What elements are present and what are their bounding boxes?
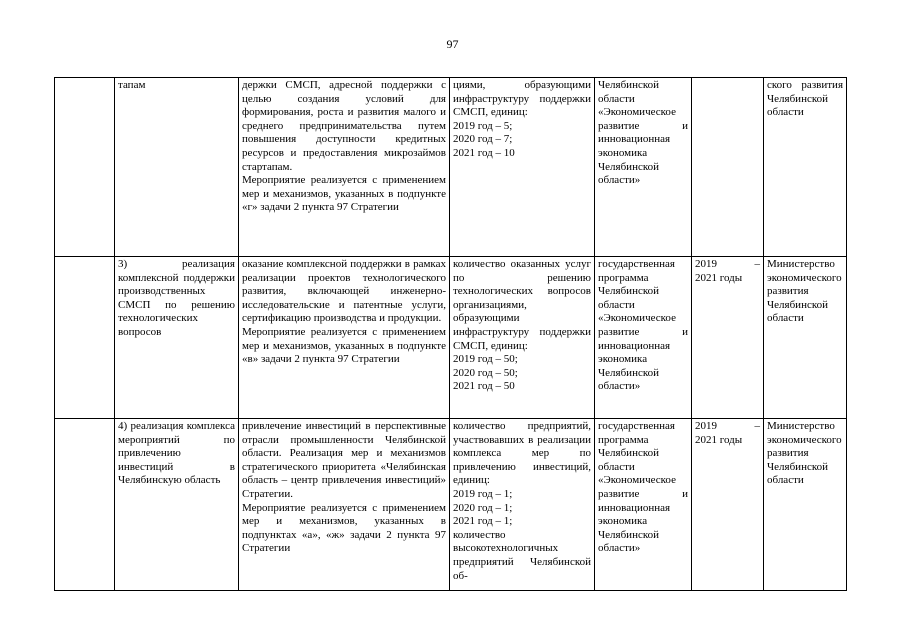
period-dash: – (754, 258, 760, 270)
program-text: Челябинской области «Экономическое развитие и инновационная экономика Челябинской области» (598, 79, 688, 187)
indicator-line: 2019 год – 50; (453, 353, 518, 366)
document-table (54, 77, 847, 591)
period-cell (692, 257, 764, 419)
event-text: 4) реализация комплекса мероприятий по привлечению инвестиций в Челябинскую область (118, 420, 235, 487)
executor-cell (764, 419, 847, 591)
description-paragraph: Мероприятие реализуется с применением мер и механизмов, указанных в подпунктах «а», «ж» задачи 2 пункта 97 Стратегии (242, 501, 446, 555)
description-paragraph: привлечение инвестиций в перспективные отрасли промышленности Челябинской области. Реализация мер и механизмов стратегического приоритета «Челябинская область – центр привлечения инвестиций» Стратегии. (242, 420, 446, 500)
table-row (55, 419, 847, 591)
period-start: 2019 (695, 258, 717, 270)
indicator-line: 2021 год – 1; (453, 515, 513, 528)
program-text: государственная программа Челябинской области «Экономическое развитие и инновационная экономика Челябинской области» (598, 258, 688, 393)
indicator-line: количество предприятий, участвовавших в реализации комплекса мер по привлечению инвестиций, единиц: (453, 420, 591, 487)
period-end: 2021 годы (695, 433, 743, 446)
executor-text: ского развития Челябинской области (767, 79, 843, 119)
page-number: 97 (446, 37, 459, 51)
indicator-line: циями, образующими инфраструктуру поддержки СМСП, единиц: (453, 79, 591, 119)
period-start: 2019 (695, 420, 717, 432)
indicator-cell (450, 419, 595, 591)
event-cell (115, 419, 239, 591)
description-cell (239, 78, 450, 257)
period-cell (692, 419, 764, 591)
description-paragraph: держки СМСП, адресной поддержки с целью создания условий для формирования, роста и развития малого и среднего предпринимательства путем повышения доступности кредитных ресурсов и предоставления микрозаймов стартапам. (242, 79, 446, 173)
executor-cell (764, 257, 847, 419)
executor-text: Министерство экономического развития Челябинской области (767, 420, 842, 487)
indicator-cell (450, 257, 595, 419)
period-dash: – (754, 420, 760, 432)
event-cell (115, 78, 239, 257)
indicator-cell (450, 78, 595, 257)
event-text: тапам (118, 79, 146, 91)
indicator-line: количество высокотехнологичных предприятий Челябинской об- (453, 528, 591, 582)
program-cell (595, 78, 692, 257)
executor-cell (764, 78, 847, 257)
indicator-line: 2019 год – 1; (453, 487, 513, 500)
number-cell (55, 78, 115, 257)
indicator-line: 2020 год – 50; (453, 366, 518, 379)
number-cell (55, 257, 115, 419)
description-cell (239, 257, 450, 419)
indicator-line: 2020 год – 1; (453, 501, 513, 514)
period-cell (692, 78, 764, 257)
program-cell (595, 257, 692, 419)
indicator-line: 2020 год – 7; (453, 133, 513, 146)
description-cell (239, 419, 450, 591)
event-text: 3) реализация комплексной поддержки производственных СМСП по решению технологических вопросов (118, 258, 235, 338)
event-cell (115, 257, 239, 419)
table-row (55, 257, 847, 419)
number-cell (55, 419, 115, 591)
period-end: 2021 годы (695, 271, 743, 284)
indicator-line: количество оказанных услуг по решению технологических вопросов организациями, образующими инфраструктуру поддержки СМСП, единиц: (453, 258, 591, 352)
executor-text: Министерство экономического развития Челябинской области (767, 258, 842, 325)
indicator-line: 2019 год – 5; (453, 119, 513, 132)
description-paragraph: Мероприятие реализуется с применением мер и механизмов, указанных в подпункте «г» задачи 2 пункта 97 Стратегии (242, 174, 446, 214)
indicator-line: 2021 год – 10 (453, 146, 515, 159)
description-paragraph: Мероприятие реализуется с применением мер и механизмов, указанных в подпункте «в» задачи 2 пункта 97 Стратегии (242, 325, 446, 366)
description-paragraph: оказание комплексной поддержки в рамках реализации проектов технологического развития, включающей инженерно-исследовательские и патентные услуги, сертификацию производства и продукции. (242, 258, 446, 325)
indicator-line: 2021 год – 50 (453, 380, 515, 393)
program-cell (595, 419, 692, 591)
program-text: государственная программа Челябинской области «Экономическое развитие и инновационная экономика Челябинской области» (598, 420, 688, 555)
table-row (55, 78, 847, 257)
